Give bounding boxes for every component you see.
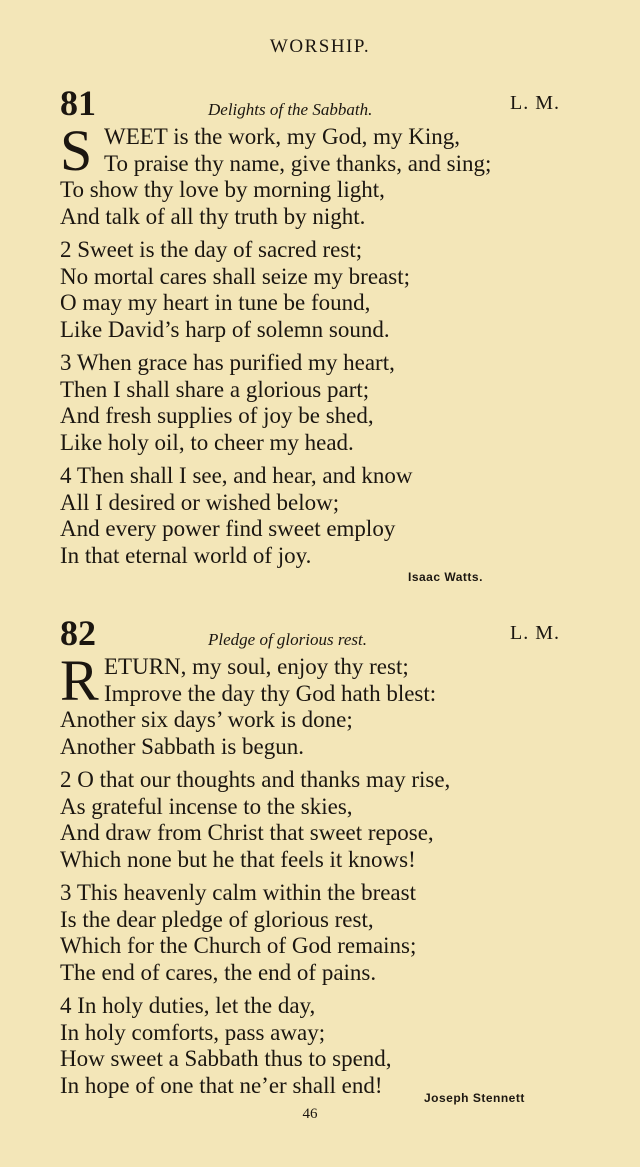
hymn-number: 82 bbox=[60, 613, 96, 653]
stanza bbox=[60, 237, 600, 343]
stanza bbox=[60, 118, 600, 230]
second-line: To praise thy name, give thanks, and sing; bbox=[104, 150, 492, 176]
verse-line: Which for the Church of God remains; bbox=[60, 933, 417, 958]
page-number: 46 bbox=[302, 1106, 318, 1122]
hymn-number: 81 bbox=[60, 83, 96, 123]
verse-line: Is the dear pledge of glorious rest, bbox=[60, 906, 374, 932]
verse-line: 4 In holy duties, let the day, bbox=[60, 993, 316, 1018]
verse-line: In that eternal world of joy. bbox=[60, 542, 312, 568]
verse-line: In holy comforts, pass away; bbox=[60, 1019, 326, 1045]
author-credit: Isaac Watts. bbox=[408, 570, 483, 584]
stanza bbox=[60, 767, 600, 873]
stanza bbox=[60, 463, 600, 569]
hymn-header bbox=[60, 613, 600, 654]
drop-cap: S bbox=[60, 118, 93, 183]
verse-line: Then I shall share a glorious part; bbox=[60, 376, 370, 402]
verse-line: O may my heart in tune be found, bbox=[60, 290, 371, 315]
second-line: Improve the day thy God hath blest: bbox=[104, 680, 437, 706]
verse-line: No mortal cares shall seize my breast; bbox=[60, 263, 410, 289]
verse-line: To show thy love by morning light, bbox=[60, 177, 385, 202]
hymn-meter: L. M. bbox=[510, 92, 560, 114]
hymn-meter: L. M. bbox=[510, 622, 560, 644]
stanza bbox=[60, 880, 600, 986]
verse-line: Another Sabbath is begun. bbox=[60, 733, 305, 759]
first-line-text: WEET is the work, my God, my King, bbox=[104, 124, 461, 149]
verse-line: 4 Then shall I see, and hear, and know bbox=[60, 463, 413, 488]
verse-line: Like holy oil, to cheer my head. bbox=[60, 429, 354, 455]
verse-line: 3 When grace has purified my heart, bbox=[60, 350, 395, 375]
hymn-82 bbox=[60, 613, 600, 1106]
hymn-title: Pledge of glorious rest. bbox=[208, 630, 367, 649]
verse-line: As grateful incense to the skies, bbox=[60, 793, 353, 819]
stanza bbox=[60, 993, 600, 1099]
verse-line: And fresh supplies of joy be shed, bbox=[60, 403, 374, 428]
verse-line: Like David’s harp of solemn sound. bbox=[60, 316, 390, 342]
verse-line: 2 Sweet is the day of sacred rest; bbox=[60, 237, 363, 262]
verse-line: Which none but he that feels it knows! bbox=[60, 846, 416, 872]
first-line-text: ETURN, my soul, enjoy thy rest; bbox=[104, 654, 409, 679]
stanza bbox=[60, 648, 600, 760]
running-head: WORSHIP. bbox=[269, 36, 371, 57]
hymn-81 bbox=[60, 83, 600, 576]
verse-line: Another six days’ work is done; bbox=[60, 707, 353, 732]
verse-line: And every power find sweet employ bbox=[60, 516, 396, 541]
verse-line: The end of cares, the end of pains. bbox=[60, 959, 377, 985]
verse-line: How sweet a Sabbath thus to spend, bbox=[60, 1046, 392, 1071]
verse-line: 3 This heavenly calm within the breast bbox=[60, 880, 416, 905]
verse-line: In hope of one that ne’er shall end! bbox=[60, 1072, 383, 1098]
hymn-header bbox=[60, 83, 600, 124]
drop-cap: R bbox=[60, 648, 99, 713]
verse-line: And talk of all thy truth by night. bbox=[60, 203, 366, 229]
verse-line: 2 O that our thoughts and thanks may rise, bbox=[60, 767, 451, 792]
verse-line: All I desired or wished below; bbox=[60, 489, 340, 515]
stanza bbox=[60, 350, 600, 456]
hymn-title: Delights of the Sabbath. bbox=[208, 100, 373, 119]
verse-line: And draw from Christ that sweet repose, bbox=[60, 820, 434, 845]
author-credit: Joseph Stennett bbox=[424, 1091, 525, 1105]
